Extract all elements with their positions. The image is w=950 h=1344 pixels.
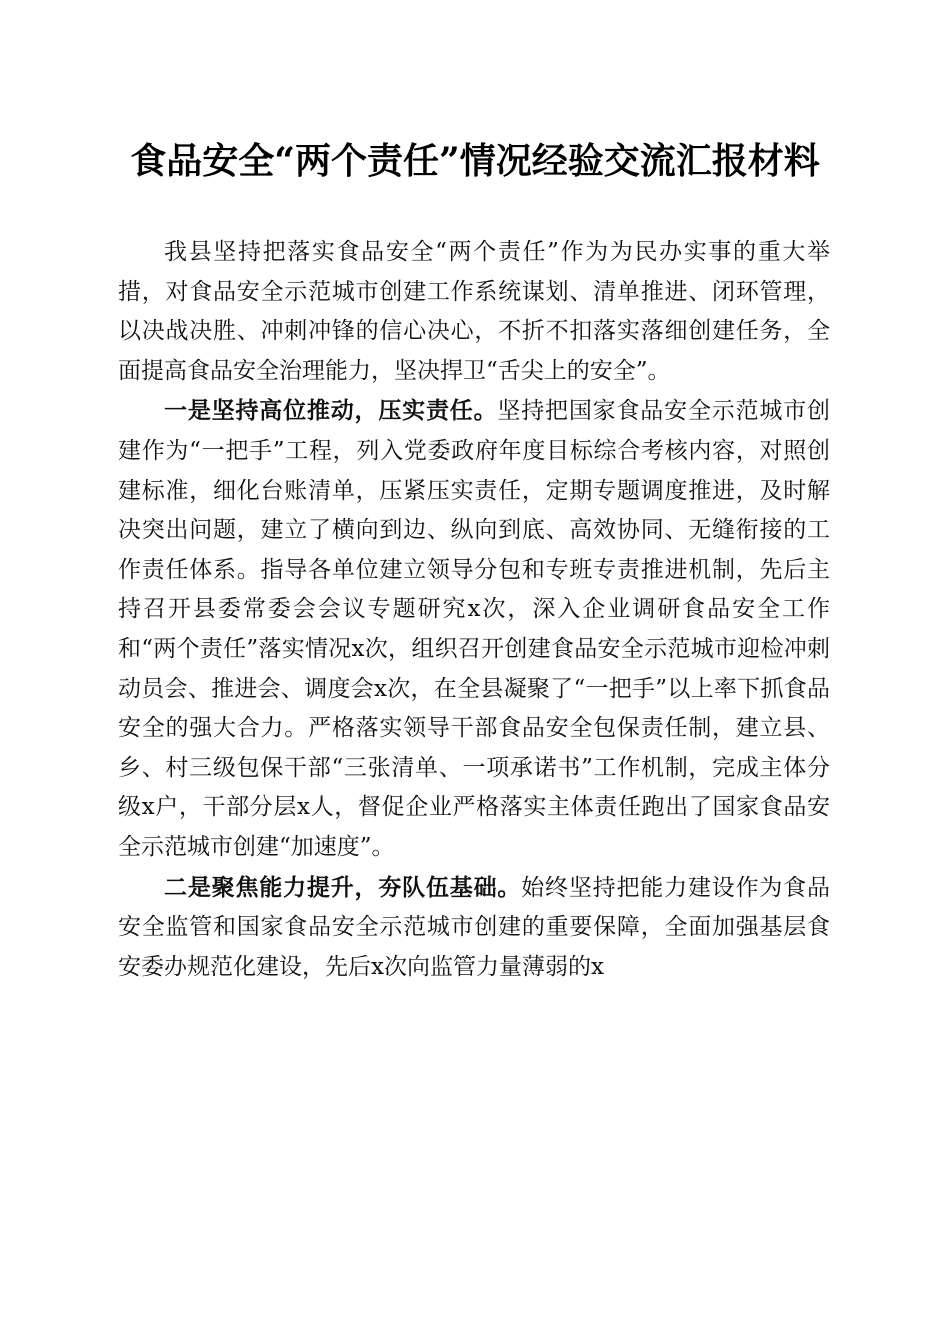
section-1-heading: 一是坚持高位推动，压实责任。: [164, 397, 498, 425]
paragraph-section-1: [118, 391, 830, 867]
paragraph-intro: [118, 233, 830, 391]
paragraph-section-2: [118, 868, 830, 988]
section-1-text: 坚持把国家食品安全示范城市创建作为“一把手”工程，列入党委政府年度目标综合考核内容，对照创建标准，细化台账清单，压紧压实责任，定期专题调度推进，及时解决突出问题，建立了横向到边、纵向到底、高效协同、无缝衔接的工作责任体系。指导各单位建立领导分包和专班专责推进机制，先后主持召开县委常委会会议专题研究x次，深入企业调研食品安全工作和“两个责任”落实情况x次，组织召开创建食品安全示范城市迎检冲刺动员会、推进会、调度会x次，在全县凝聚了“一把手”以上率下抓食品安全的强大合力。严格落实领导干部食品安全包保责任制，建立县、乡、村三级包保干部“三张清单、一项承诺书”工作机制，完成主体分级x户，干部分层x人，督促企业严格落实主体责任跑出了国家食品安全示范城市创建“加速度”。: [118, 398, 831, 860]
document-title: 食品安全“两个责任”情况经验交流汇报材料: [130, 140, 820, 182]
section-2-heading: 二是聚焦能力提升，夯队伍基础。: [164, 873, 522, 901]
section-2-text: 始终坚持把能力建设作为食品安全监管和国家食品安全示范城市创建的重要保障，全面加强基层食安委办规范化建设，先后x次向监管力量薄弱的x: [118, 874, 831, 980]
document-body: [118, 233, 830, 987]
paragraph-intro-text: 我县坚持把落实食品安全“两个责任”作为为民办实事的重大举措，对食品安全示范城市创建工作系统谋划、清单推进、闭环管理，以决战决胜、冲刺冲锋的信心决心，不折不扣落实落细创建任务，全面提高食品安全治理能力，坚决捍卫“舌尖上的安全”。: [118, 239, 830, 384]
